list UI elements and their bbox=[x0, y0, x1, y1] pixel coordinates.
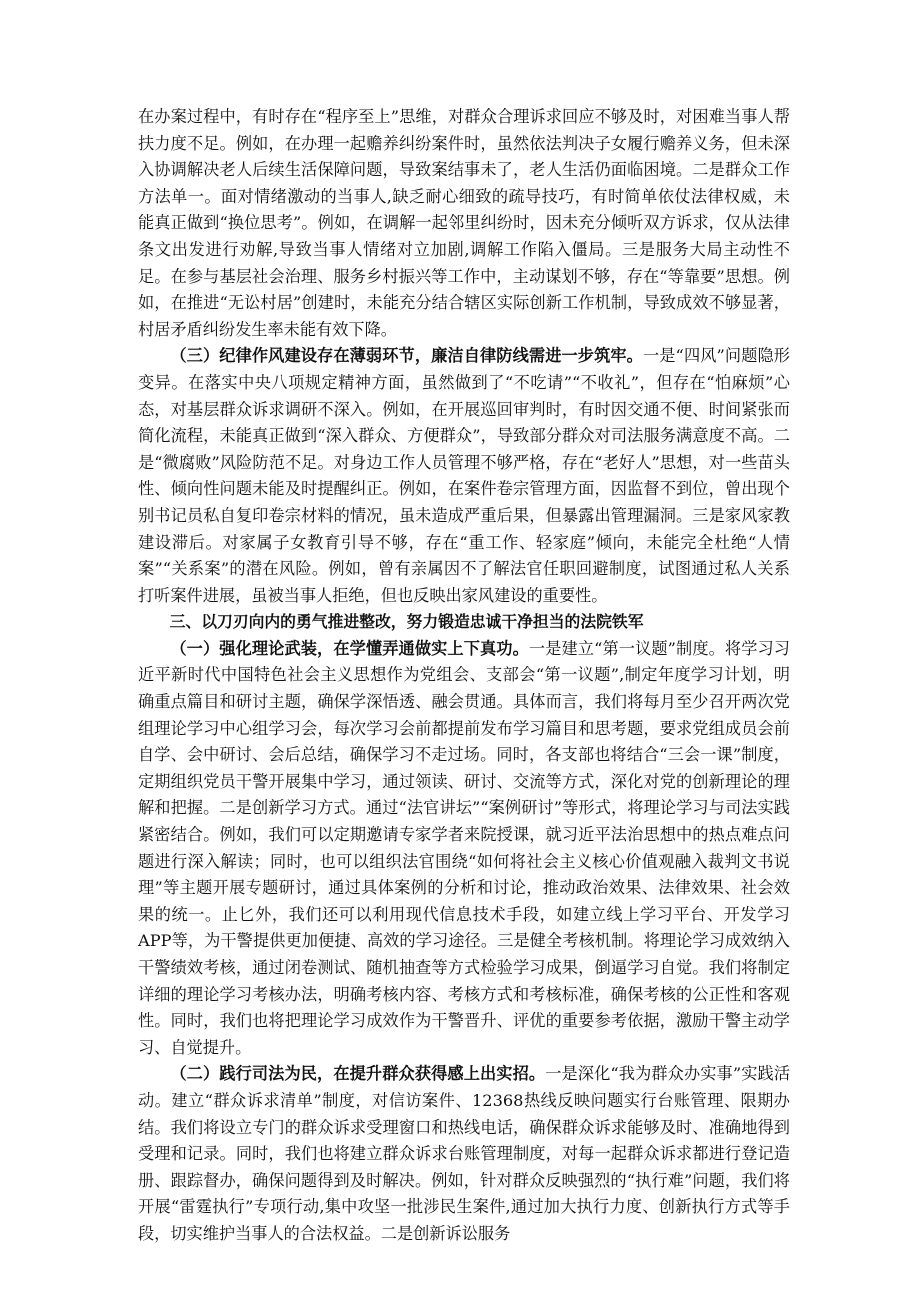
paragraph-continuation bbox=[138, 104, 790, 343]
paragraph-text: 一是深化“我为群众办实事”实践活动。建立“群众诉求清单”制度，对信访案件、12368热线反映问题实行台账管理、限期办结。我们将设立专门的群众诉求受理窗口和热线电话，确保群众诉求能够及时、准确地得到受理和记录。同时，我们也将建立群众诉求台账管理制度，对每一起群众诉求都进行登记造册、跟踪督办，确保问题得到及时解决。例如，针对群众反映强烈的“执行难”问题，我们将开展“雷霆执行”专项行动,集中攻坚一批涉民生案件,通过加大执行力度、创新执行方式等手段，切实维护当事人的合法权益。二是创新诉讼服务 bbox=[138, 1064, 791, 1243]
paragraph-lead-heading: （二）践行司法为民，在提升群众获得感上出实招。 bbox=[170, 1064, 546, 1084]
paragraph-text: 一是“四风”问题隐形变异。在落实中央八项规定精神方面，虽然做到了“不吃请”“不收礼”，但存在“怕麻烦”心态，对基层群众诉求调研不深入。例如，在开展巡回审判时，有时因交通不便、时间紧张而简化流程，未能真正做到“深入群众、方便群众”，导致部分群众对司法服务满意度不高。二是“微腐败”风险防范不足。对身边工作人员管理不够严格，存在“老好人”思想，对一些苗头性、倾向性问题未能及时提醒纠正。例如，在案件卷宗管理方面，因监督不到位，曾出现个别书记员私自复印卷宗材料的情况，虽未造成严重后果，但暴露出管理漏洞。三是家风家教建设滞后。对家属子女教育引导不够，存在“重工作、轻家庭”倾向，未能完全杜绝“人情案”“关系案”的潜在风险。例如，曾有亲属因不了解法官任职回避制度，试图通过私人关系打听案件进展，虽被当事人拒绝，但也反映出家风建设的重要性。 bbox=[138, 346, 790, 605]
paragraph-lead-heading: （三）纪律作风建设存在薄弱环节，廉洁自律防线需进一步筑牢。 bbox=[170, 346, 643, 366]
document-body bbox=[138, 104, 790, 1248]
paragraph-text: 在办案过程中，有时存在“程序至上”思维，对群众合理诉求回应不够及时，对困难当事人帮扶力度不足。例如，在办理一起赡养纠纷案件时，虽然依法判决子女履行赡养义务，但未深入协调解决老人后续生活保障问题，导致案结事未了，老人生活仍面临困境。二是群众工作方法单一。面对情绪激动的当事人,缺乏耐心细致的疏导技巧，有时简单依仗法律权威，未能真正做到“换位思考”。例如，在调解一起邻里纠纷时，因未充分倾听双方诉求，仅从法律条文出发进行劝解,导致当事人情绪对立加剧,调解工作陷入僵局。三是服务大局主动性不足。在参与基层社会治理、服务乡村振兴等工作中，主动谋划不够，存在“等靠要”思想。例如，在推进“无讼村居”创建时，未能充分结合辖区实际创新工作机制，导致成效不够显著，村居矛盾纠纷发生率未能有效下降。 bbox=[138, 107, 790, 339]
paragraph-justice-for-people bbox=[138, 1061, 790, 1247]
paragraph-theory-study bbox=[138, 636, 790, 1062]
paragraph-lead-heading: （一）强化理论武装，在学懂弄通做实上下真功。 bbox=[170, 638, 529, 658]
section-heading: 三、以刀刃向内的勇气推进整改，努力锻造忠诚干净担当的法院铁军 bbox=[169, 612, 644, 632]
paragraph-discipline-style bbox=[138, 343, 790, 609]
paragraph-text: 一是建立“第一议题”制度。将学习习近平新时代中国特色社会主义思想作为党组会、支部会“第一议题”,制定年度学习计划，明确重点篇目和研讨主题，确保学深悟透、融会贯通。具体而言，我们将每月至少召开两次党组理论学习中心组学习会，每次学习会前都提前发布学习篇目和思考题，要求党组成员会前自学、会中研讨、会后总结，确保学习不走过场。同时，各支部也将结合“三会一课”制度，定期组织党员干警开展集中学习，通过领读、研讨、交流等方式，深化对党的创新理论的理解和把握。二是创新学习方式。通过“法官讲坛”“案例研讨”等形式，将理论学习与司法实践紧密结合。例如，我们可以定期邀请专家学者来院授课，就习近平法治思想中的热点难点问题进行深入解读；同时，也可以组织法官围绕“如何将社会主义核心价值观融入裁判文书说理”等主题开展专题研讨，通过具体案例的分析和讨论，推动政治效果、法律效果、社会效果的统一。止匕外，我们还可以利用现代信息技术手段，如建立线上学习平台、开发学习APP等，为干警提供更加便捷、高效的学习途径。三是健全考核机制。将理论学习成效纳入干警绩效考核，通过闭卷测试、随机抽查等方式检验学习成果，倒逼学习自觉。我们将制定详细的理论学习考核办法，明确考核内容、考核方式和考核标准，确保考核的公正性和客观性。同时，我们也将把理论学习成效作为干警晋升、评优的重要参考依据，激励干警主动学习、自觉提升。 bbox=[138, 638, 790, 1057]
